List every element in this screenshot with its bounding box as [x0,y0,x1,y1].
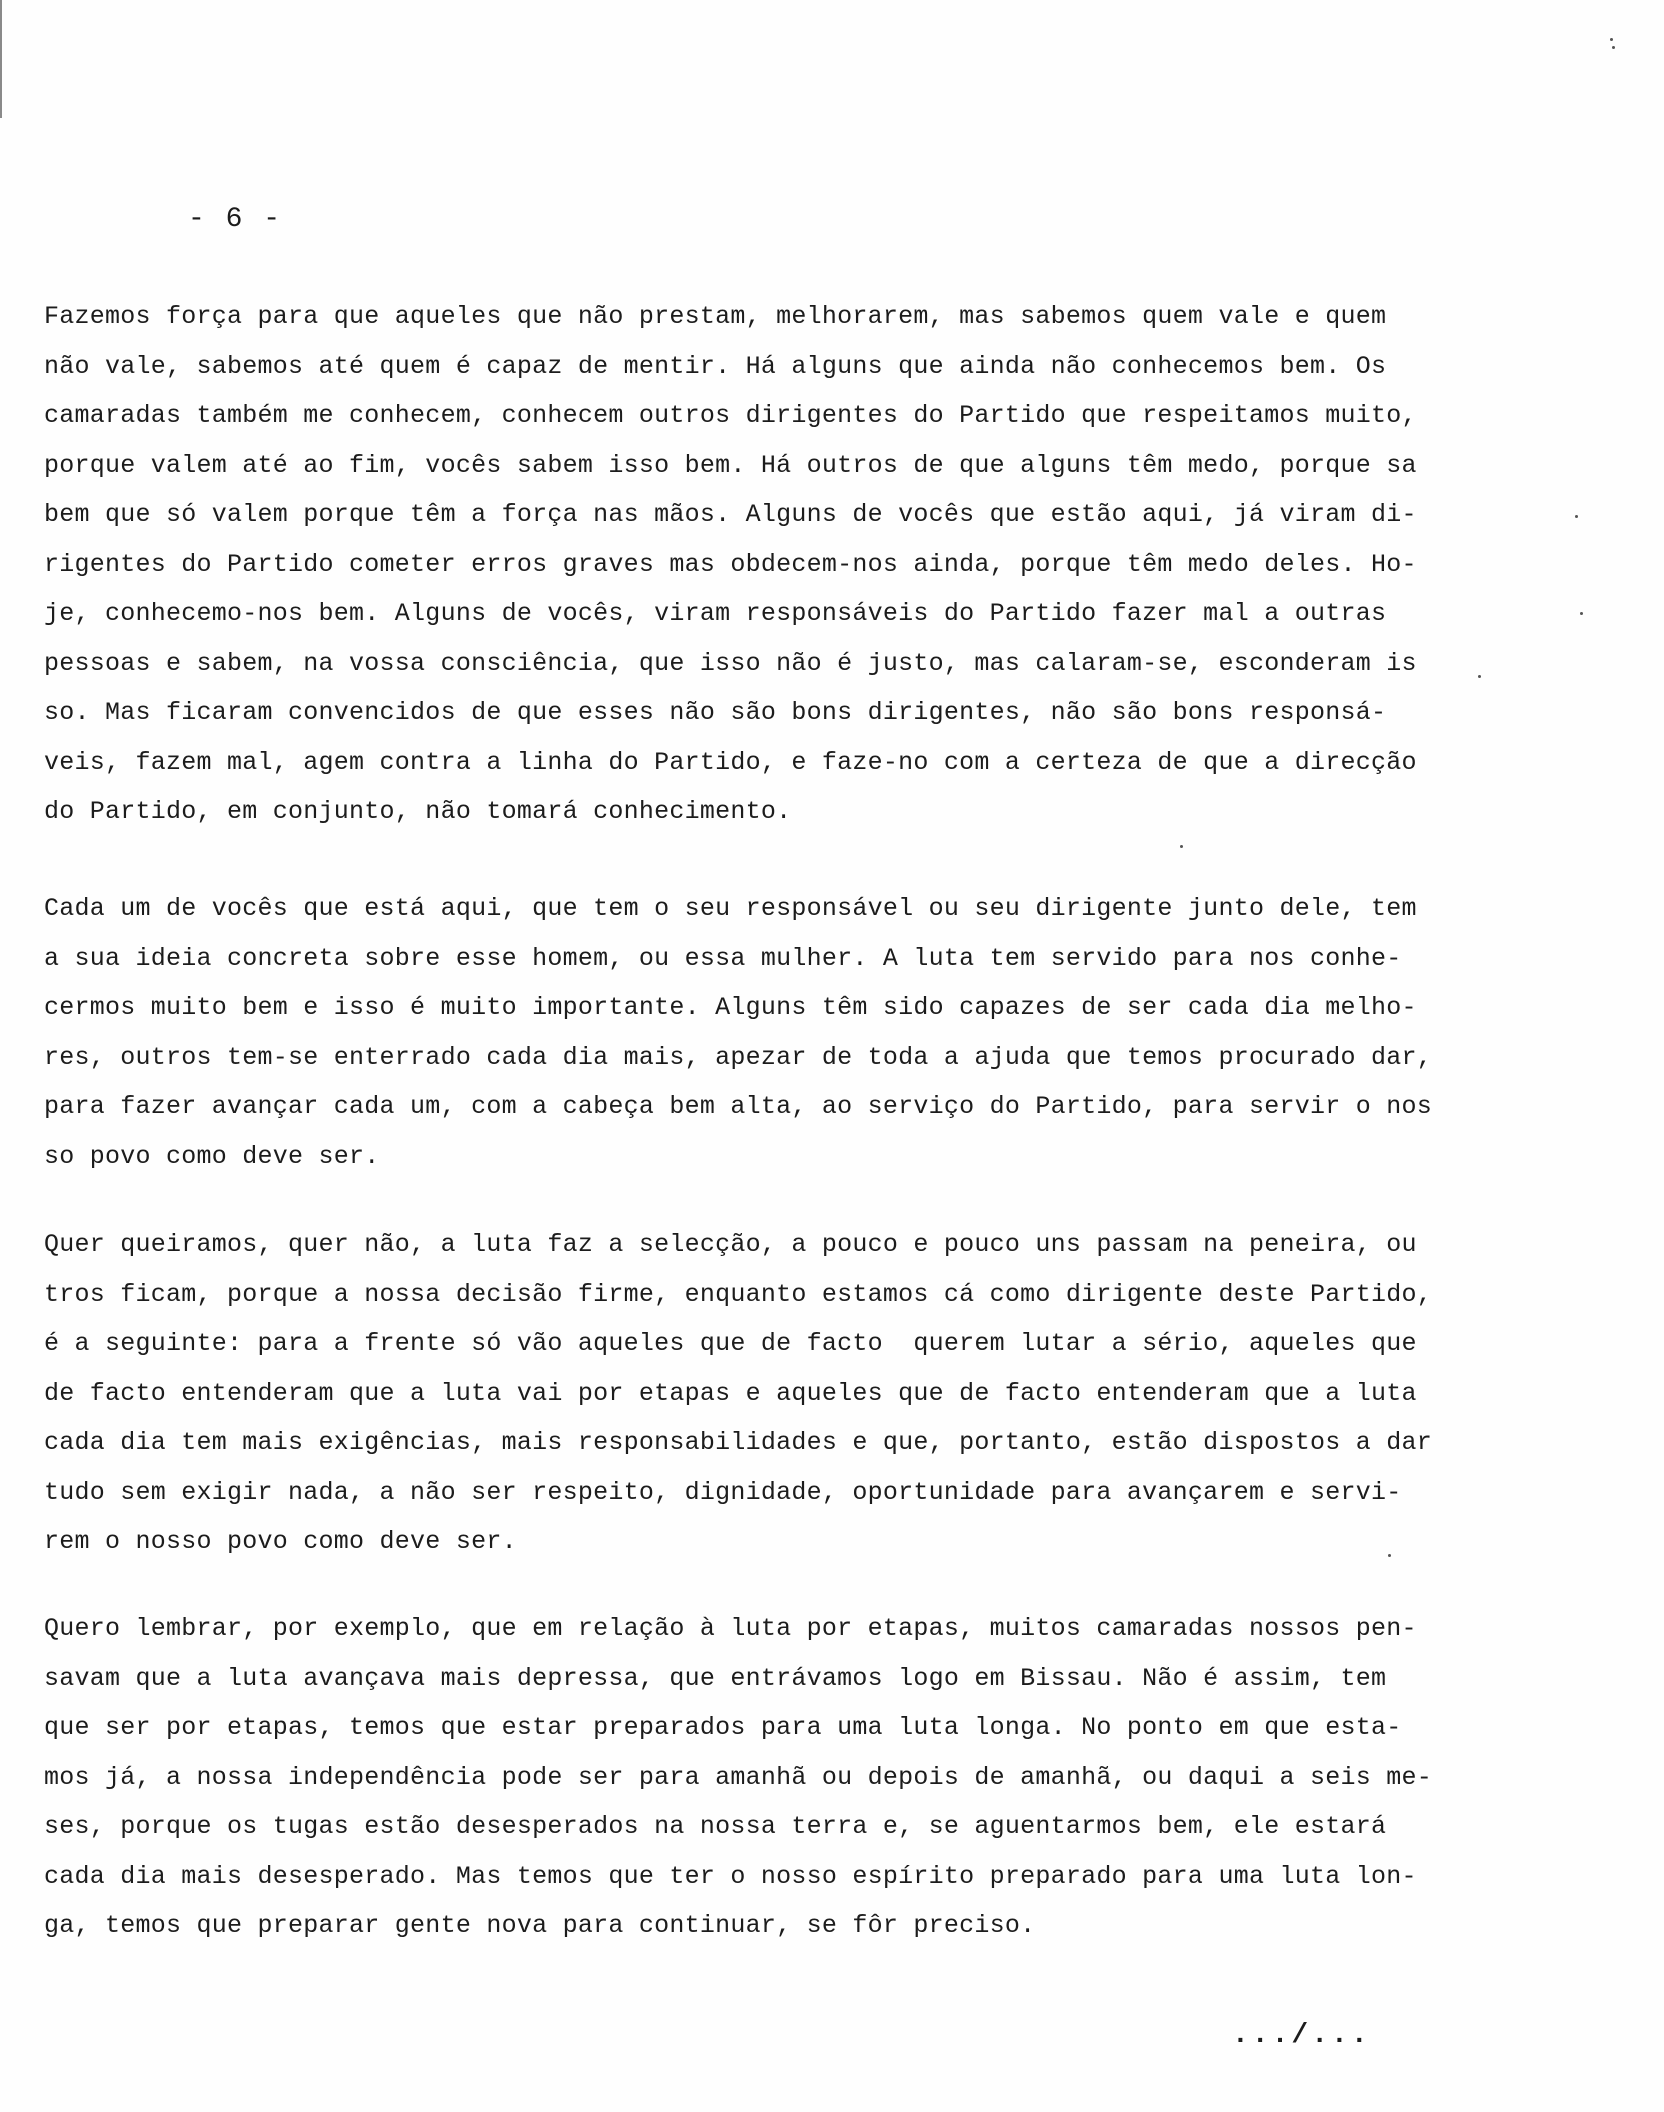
text-line: cermos muito bem e isso é muito importante. Alguns têm sido capazes de ser cada dia melho- [44,993,1417,1022]
text-line: pessoas e sabem, na vossa consciência, que isso não é justo, mas calaram-se, esconderam is [44,648,1417,678]
text-line: ses, porque os tugas estão desesperados na nossa terra e, se aguentarmos bem, ele estará [44,1812,1387,1841]
scan-speck [1612,46,1615,49]
text-line: res, outros tem-se enterrado cada dia mais, apezar de toda a ajuda que temos procurado dar, [44,1042,1432,1072]
scan-speck [1575,515,1578,518]
scan-speck [1610,38,1613,41]
paragraph-3 [44,1220,1464,1567]
paragraph-1 [44,292,1464,837]
text-line: Quer queiramos, quer não, a luta faz a selecção, a pouco e pouco uns passam na peneira, ou [44,1230,1417,1259]
text-line: que ser por etapas, temos que estar preparados para uma luta longa. No ponto em que esta- [44,1713,1402,1742]
text-line: bem que só valem porque têm a força nas mãos. Alguns de vocês que estão aqui, já viram di- [44,500,1417,529]
text-line: camaradas também me conhecem, conhecem outros dirigentes do Partido que respeitamos muito, [44,401,1417,430]
paragraph-4 [44,1604,1464,1951]
scan-speck [1580,612,1583,615]
text-line: para fazer avançar cada um, com a cabeça bem alta, ao serviço do Partido, para servir o nos [44,1092,1432,1121]
text-line: so. Mas ficaram convencidos de que esses não são bons dirigentes, não são bons responsá- [44,698,1387,727]
text-line: Cada um de vocês que está aqui, que tem o seu responsável ou seu dirigente junto dele, tem [44,894,1417,923]
text-line: porque valem até ao fim, vocês sabem isso bem. Há outros de que alguns têm medo, porque sa [44,450,1417,480]
text-line: tudo sem exigir nada, a não ser respeito, dignidade, oportunidade para avançarem e servi- [44,1477,1402,1507]
scan-edge-mark [0,0,2,118]
text-line: rem o nosso povo como deve ser. [44,1527,517,1556]
text-line: não vale, sabemos até quem é capaz de mentir. Há alguns que ainda não conhecemos bem. Os [44,351,1387,381]
continuation-marker: .../... [1232,2020,1371,2051]
paragraph-2 [44,884,1464,1181]
text-line: tros ficam, porque a nossa decisão firme, enquanto estamos cá como dirigente deste Partido, [44,1279,1432,1309]
text-line: é a seguinte: para a frente só vão aqueles que de facto querem lutar a sério, aqueles que [44,1329,1417,1358]
text-line: je, conhecemo-nos bem. Alguns de vocês, viram responsáveis do Partido fazer mal a outras [44,599,1387,628]
text-line: Fazemos força para que aqueles que não prestam, melhorarem, mas sabemos quem vale e quem [44,302,1387,331]
text-line: mos já, a nossa independência pode ser para amanhã ou depois de amanhã, ou daqui a seis me- [44,1762,1432,1792]
text-line: Quero lembrar, por exemplo, que em relação à luta por etapas, muitos camaradas nossos pen- [44,1614,1417,1643]
text-line: savam que a luta avançava mais depressa, que entrávamos logo em Bissau. Não é assim, tem [44,1663,1387,1693]
scan-speck [1478,675,1481,678]
text-line: de facto entenderam que a luta vai por etapas e aqueles que de facto entenderam que a luta [44,1378,1417,1408]
page-number: - 6 - [188,204,283,235]
scan-speck [1180,845,1183,848]
text-line: do Partido, em conjunto, não tomará conhecimento. [44,797,792,826]
text-line: cada dia tem mais exigências, mais responsabilidades e que, portanto, estão dispostos a dar [44,1428,1432,1457]
text-line: ga, temos que preparar gente nova para continuar, se fôr preciso. [44,1911,1036,1940]
text-line: so povo como deve ser. [44,1141,380,1171]
text-line: rigentes do Partido cometer erros graves mas obdecem-nos ainda, porque têm medo deles. Ho- [44,549,1417,579]
text-line: a sua ideia concreta sobre esse homem, ou essa mulher. A luta tem servido para nos conhe- [44,943,1402,973]
text-line: veis, fazem mal, agem contra a linha do Partido, e faze-no com a certeza de que a direcção [44,747,1417,777]
scan-speck [1388,1554,1391,1557]
text-line: cada dia mais desesperado. Mas temos que ter o nosso espírito preparado para uma luta lon- [44,1861,1417,1891]
